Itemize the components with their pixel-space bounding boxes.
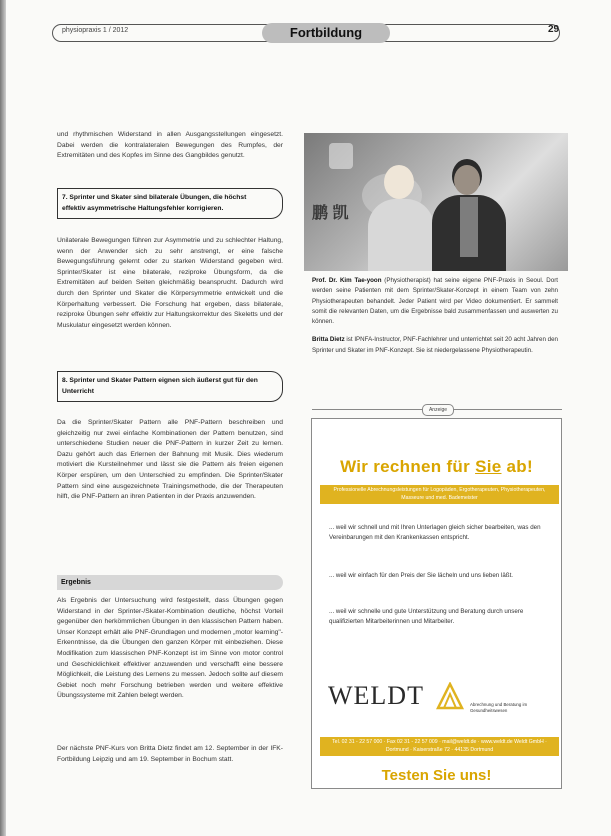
photo-two-people bbox=[304, 133, 568, 271]
page-number: 29 bbox=[548, 24, 560, 35]
advert-label: Anzeige bbox=[422, 404, 454, 416]
weldt-logo-subtitle: Abrechnung und Beratung im Gesundheitswesen bbox=[470, 702, 528, 713]
article-paragraph-4: Als Ergebnis der Untersuchung wird festgestellt, dass Übungen gegen Widerstand in der Sprinter-/Skater-Kombination deutliche, höchst Vorteil gegenüber den herkömmlichen Übungen in den klassischen Pattern haben. Unser Konzept erhält alle PNF-Grundlagen und modernen „motor learning"-Erkenntnisse, da die Übungen den ganzen Körper mit einbeziehen. Diese Modifikation zum klassischen PNF-Konzept ist im Sinne von motor control und Geschicklichkeit effektiver anzuwenden und verschafft eine bessere Möglichkeit, die Leistung des Lernens zu messen. Jedoch sollte auf diesem Gebiet noch mehr Forschung betrieben werden und weitere effektive Übungssysteme mit Zahlen belegt werden. bbox=[57, 597, 283, 700]
person-man bbox=[430, 159, 508, 271]
section-heading-ergebnis: Ergebnis bbox=[57, 575, 283, 590]
caption-dietz: Britta Dietz ist IPNFA-Instructor, PNF-Fachlehrer und unterrichtet seit 20 acht Jahren den Sprinter und Skater im PNF-Konzept. Sie ist niedergelassene Physiotherapeutin. bbox=[312, 336, 558, 354]
person-man-face bbox=[454, 165, 480, 195]
weldt-logo: WELDT bbox=[328, 681, 424, 710]
ad-benefit-1: ... weil wir schnell und mit Ihren Unterlagen gleich sicher bearbeiten, was den Vereinbarungen mit den Krankenkassen entspricht. bbox=[329, 524, 541, 541]
article-paragraph-1: und rhythmischen Widerstand in allen Ausgangsstellungen eingesetzt. Dabei werden die kontralateralen Bewegungen des Rumpfes, der Extremitäten und des Kopfes im Sinne des Gangbildes genutzt. bbox=[57, 131, 283, 160]
caption-kim: Prof. Dr. Kim Tae-yoon (Physiotherapist) hat seine eigene PNF-Praxis in Seoul. Dort werden seine Patienten mit dem Sprinter/Skater-Konzept in einem Team von zehn Physiotherapeuten behandelt. Jeder Patient wird per Video dokumentiert. Er sammelt somit die relevanten Daten, um die Ergebnisse bald zusammenfassen und auswerten zu können. bbox=[312, 277, 558, 326]
heading-7: 7. Sprinter und Skater sind bilaterale Übungen, die höchst effektiv asymmetrische Haltungsfehler korrigieren. bbox=[57, 188, 283, 219]
header-issue: physiopraxis 1 / 2012 bbox=[62, 27, 129, 34]
heading-8: 8. Sprinter und Skater Pattern eignen sich äußerst gut für den Unterricht bbox=[57, 371, 283, 402]
person-woman-body bbox=[368, 199, 434, 271]
person-woman-head bbox=[384, 165, 414, 199]
header-section-title: Fortbildung bbox=[262, 23, 390, 43]
article-paragraph-2: Unilaterale Bewegungen führen zur Asymmetrie und zu schlechter Haltung, wenn der Anwender sich zu sehr anstrengt, er eine falsche Bewegungsführung gelernt oder zu starken Widerstand gegeben wird. Sprinter/Skater ist eine bilaterale, reziproke Übungsform, da die Extremitäten auf beiden Seiten gleichmäßig beansprucht. Dadurch wird durch den Sprinter und Skater die Körpersymmetrie entwickelt und die Körperhaltung verbessert. Die Forschung hat ergeben, dass bilaterale, reziproke Übungen sehr effektiv zur Haltungskorrektur des Skeletts und der Muskulatur eingesetzt werden können. bbox=[57, 237, 283, 329]
ad-call-to-action: Testen Sie uns! bbox=[381, 767, 492, 784]
ad-services-band: Professionelle Abrechnungsleistungen für Logopäden, Ergotherapeuten, Physiotherapeuten, Masseure und med. Bademeister bbox=[320, 485, 559, 504]
ad-benefit-3: ... weil wir schnelle und gute Unterstützung und Beratung durch unsere qualifizierten Mitarbeiterinnen und Mitarbeiter. bbox=[329, 608, 524, 625]
person-man-shirt bbox=[460, 197, 478, 257]
ad-headline: Wir rechnen für Sie ab! bbox=[340, 457, 533, 476]
article-paragraph-5: Der nächste PNF-Kurs von Britta Dietz findet am 12. September in der IFK-Fortbildung Leipzig und am 19. September in Bochum statt. bbox=[57, 745, 283, 763]
ad-benefit-2: ... weil wir einfach für den Preis der Sie lächeln und uns lieben läßt. bbox=[329, 572, 514, 579]
photo-caption bbox=[312, 276, 558, 364]
photo-background-sign bbox=[329, 143, 353, 169]
weldt-logo-icon bbox=[436, 682, 466, 710]
photo-wall-lettering: 鹏 凯 bbox=[312, 205, 349, 222]
ad-contact-band: Tel. 02 31 - 22 57 000 · Fax 02 31 - 22 57 009 · mail@weldt.de · www.weldt.de Weldt GmbH · Dortmund · Kaiserstraße 72 · 44135 Dortmund bbox=[320, 737, 559, 756]
article-paragraph-3: Da die Sprinter/Skater Pattern alle PNF-Pattern beschreiben und gleichzeitig nur zwei einfache Kombinationen der Pattern benutzen, sind unterschiedene Studien neuer die PNF-Pattern in kurzer Zeit zu lernen. Dazu gehört auch das Erlernen der Bahnung mit Musik. Dies wiederum motiviert die Kursteilnehmer und lässt sie die Pattern als freien eigenen Körper erspüren, um den Unterschied zu empfinden. Die Sprinter/Skater Pattern sind eine ausgezeichnete Trainingsmethode, die der Therapeuten hilft, die PNF-Pattern an ihren Patienten in der Praxis anzuwenden. bbox=[57, 419, 283, 501]
advertisement-weldt bbox=[311, 418, 562, 789]
page-edge-shadow bbox=[0, 0, 6, 836]
person-woman bbox=[366, 165, 436, 271]
